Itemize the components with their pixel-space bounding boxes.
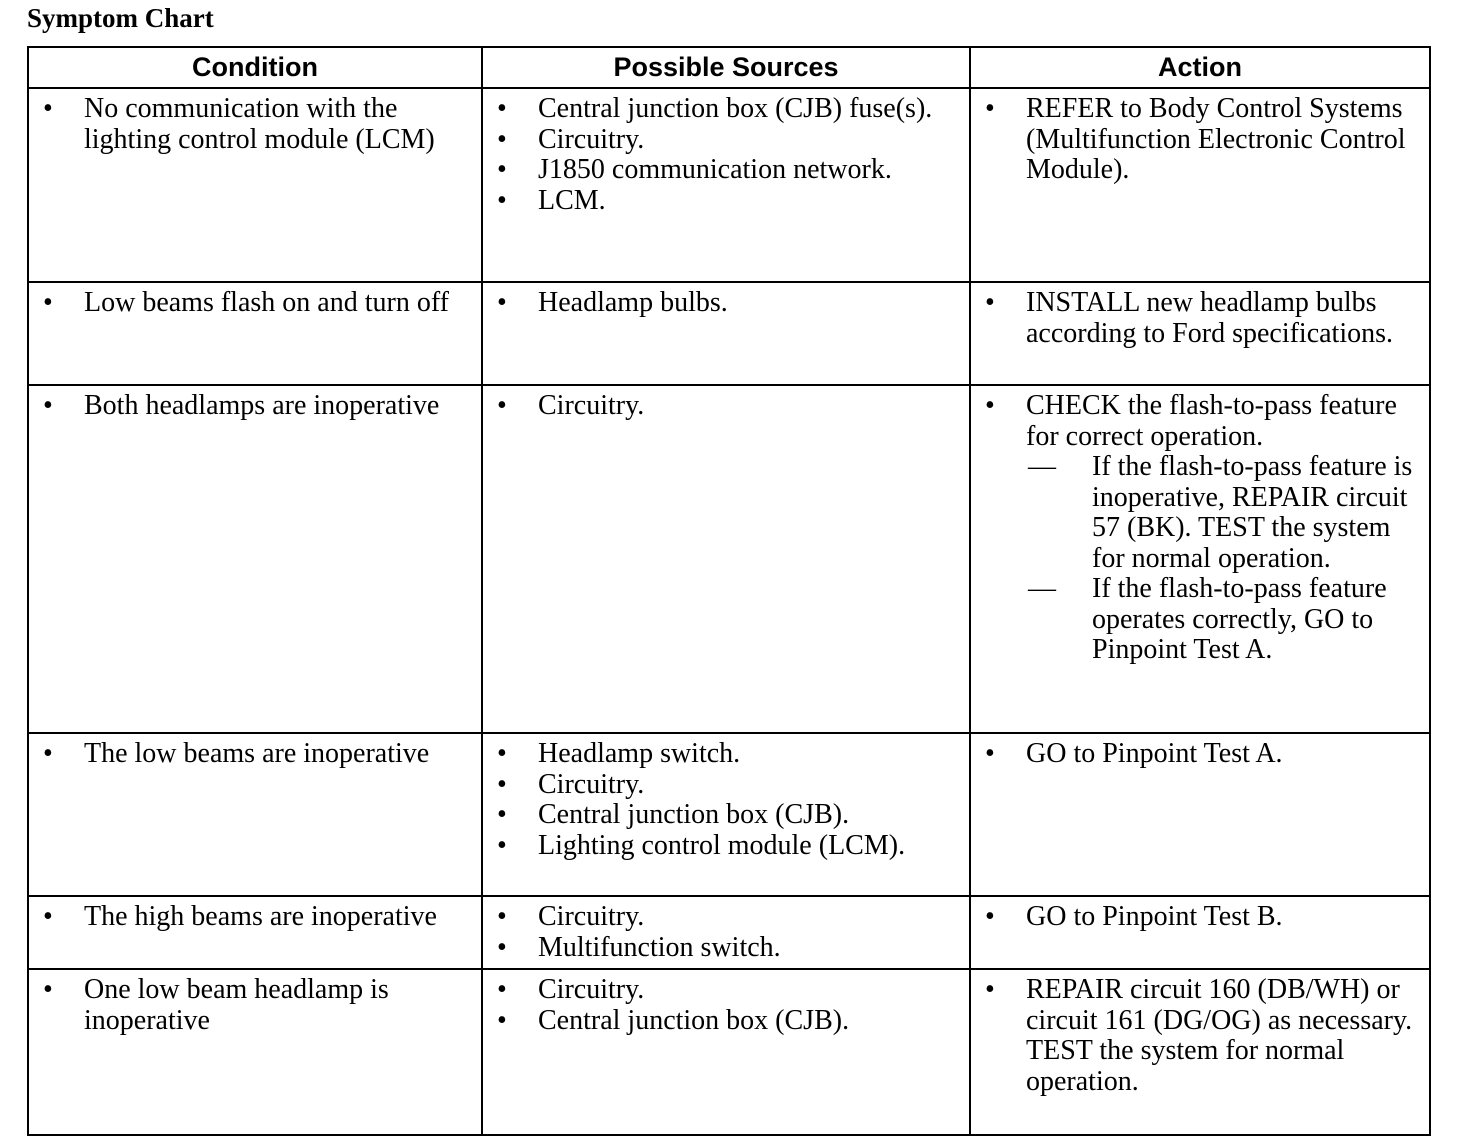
- source-item: • Multifunction switch.: [483, 933, 959, 964]
- action-cell: [970, 969, 1430, 1135]
- source-item: • J1850 communication network.: [483, 155, 959, 186]
- header-condition: Condition: [28, 47, 482, 88]
- action-cell: [970, 88, 1430, 282]
- sources-cell: [482, 969, 970, 1135]
- action-item: • INSTALL new headlamp bulbs according to Ford specifications.: [971, 288, 1419, 349]
- source-item: • Central junction box (CJB).: [483, 800, 959, 831]
- condition-text: • Both headlamps are inoperative: [29, 391, 471, 422]
- table-row: [28, 88, 1430, 282]
- action-subitem: — If the flash-to-pass feature is inoperative, REPAIR circuit 57 (BK). TEST the system for normal operation.: [971, 452, 1419, 574]
- source-item: • Circuitry.: [483, 902, 959, 933]
- condition-cell: [28, 282, 482, 385]
- header-row: [28, 47, 1430, 88]
- table-row: [28, 969, 1430, 1135]
- condition-cell: [28, 88, 482, 282]
- condition-cell: [28, 896, 482, 969]
- condition-text: • No communication with the lighting control module (LCM): [29, 94, 471, 155]
- condition-cell: [28, 969, 482, 1135]
- condition-text: • Low beams flash on and turn off: [29, 288, 471, 319]
- source-item: • Circuitry.: [483, 770, 959, 801]
- table-row: [28, 733, 1430, 896]
- table-row: [28, 385, 1430, 733]
- action-cell: [970, 282, 1430, 385]
- source-item: • Circuitry.: [483, 391, 959, 422]
- table-row: [28, 282, 1430, 385]
- source-item: • Central junction box (CJB).: [483, 1006, 959, 1037]
- condition-cell: [28, 733, 482, 896]
- source-item: • Lighting control module (LCM).: [483, 831, 959, 862]
- action-cell: [970, 896, 1430, 969]
- action-text: CHECK the flash-to-pass feature for correct operation.: [1026, 390, 1397, 452]
- condition-cell: [28, 385, 482, 733]
- source-item: • Circuitry.: [483, 975, 959, 1006]
- sources-cell: [482, 896, 970, 969]
- sources-cell: [482, 385, 970, 733]
- header-possible-sources: Possible Sources: [482, 47, 970, 88]
- condition-text: • The high beams are inoperative: [29, 902, 471, 933]
- source-item: • Central junction box (CJB) fuse(s).: [483, 94, 959, 125]
- action-cell: [970, 385, 1430, 733]
- source-item: • Circuitry.: [483, 125, 959, 156]
- symptom-table: [27, 46, 1431, 1136]
- table-row: [28, 896, 1430, 969]
- condition-text: • The low beams are inoperative: [29, 739, 471, 770]
- source-item: • LCM.: [483, 186, 959, 217]
- action-item: • GO to Pinpoint Test A.: [971, 739, 1419, 770]
- action-cell: [970, 733, 1430, 896]
- source-item: • Headlamp switch.: [483, 739, 959, 770]
- action-subitem: — If the flash-to-pass feature operates correctly, GO to Pinpoint Test A.: [971, 574, 1419, 666]
- chart-title: Symptom Chart: [27, 3, 214, 33]
- sources-cell: [482, 88, 970, 282]
- sources-cell: [482, 733, 970, 896]
- header-action: Action: [970, 47, 1430, 88]
- action-item: • GO to Pinpoint Test B.: [971, 902, 1419, 933]
- sources-cell: [482, 282, 970, 385]
- action-item: • REFER to Body Control Systems (Multifunction Electronic Control Module).: [971, 94, 1419, 186]
- source-item: • Headlamp bulbs.: [483, 288, 959, 319]
- action-item: [971, 391, 1419, 666]
- condition-text: • One low beam headlamp is inoperative: [29, 975, 471, 1036]
- action-item: • REPAIR circuit 160 (DB/WH) or circuit 161 (DG/OG) as necessary. TEST the system for normal operation.: [971, 975, 1419, 1097]
